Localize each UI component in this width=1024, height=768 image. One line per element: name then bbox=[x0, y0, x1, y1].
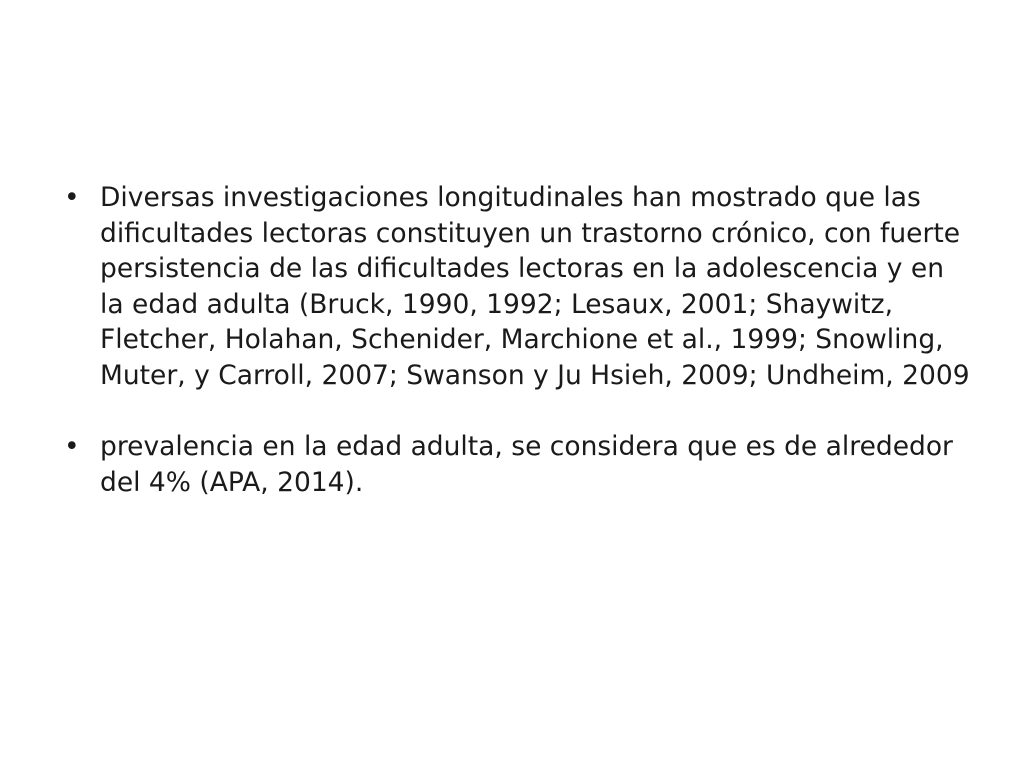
bullet-item-2 bbox=[64, 429, 974, 500]
bullet-item-1 bbox=[64, 180, 974, 393]
bullet-list bbox=[64, 180, 974, 500]
bullet-text: prevalencia en la edad adulta, se considera que es de alrededor del 4% (APA, 2014). bbox=[100, 431, 953, 498]
bullet-dot-icon: • bbox=[64, 182, 80, 213]
bullet-dot-icon: • bbox=[64, 431, 80, 462]
bullet-text: Diversas investigaciones longitudinales han mostrado que las dificultades lectoras constituyen un trastorno crónico, con fuerte persistencia de las dificultades lectoras en la adolescencia y en la edad adulta (Bruck, 1990, 1992; Lesaux, 2001; Shaywitz, Fletcher, Holahan, Schenider, Marchione et al., 1999; Snowling, Muter, y Carroll, 2007; Swanson y Ju Hsieh, 2009; Undheim, 2009 bbox=[100, 182, 970, 391]
